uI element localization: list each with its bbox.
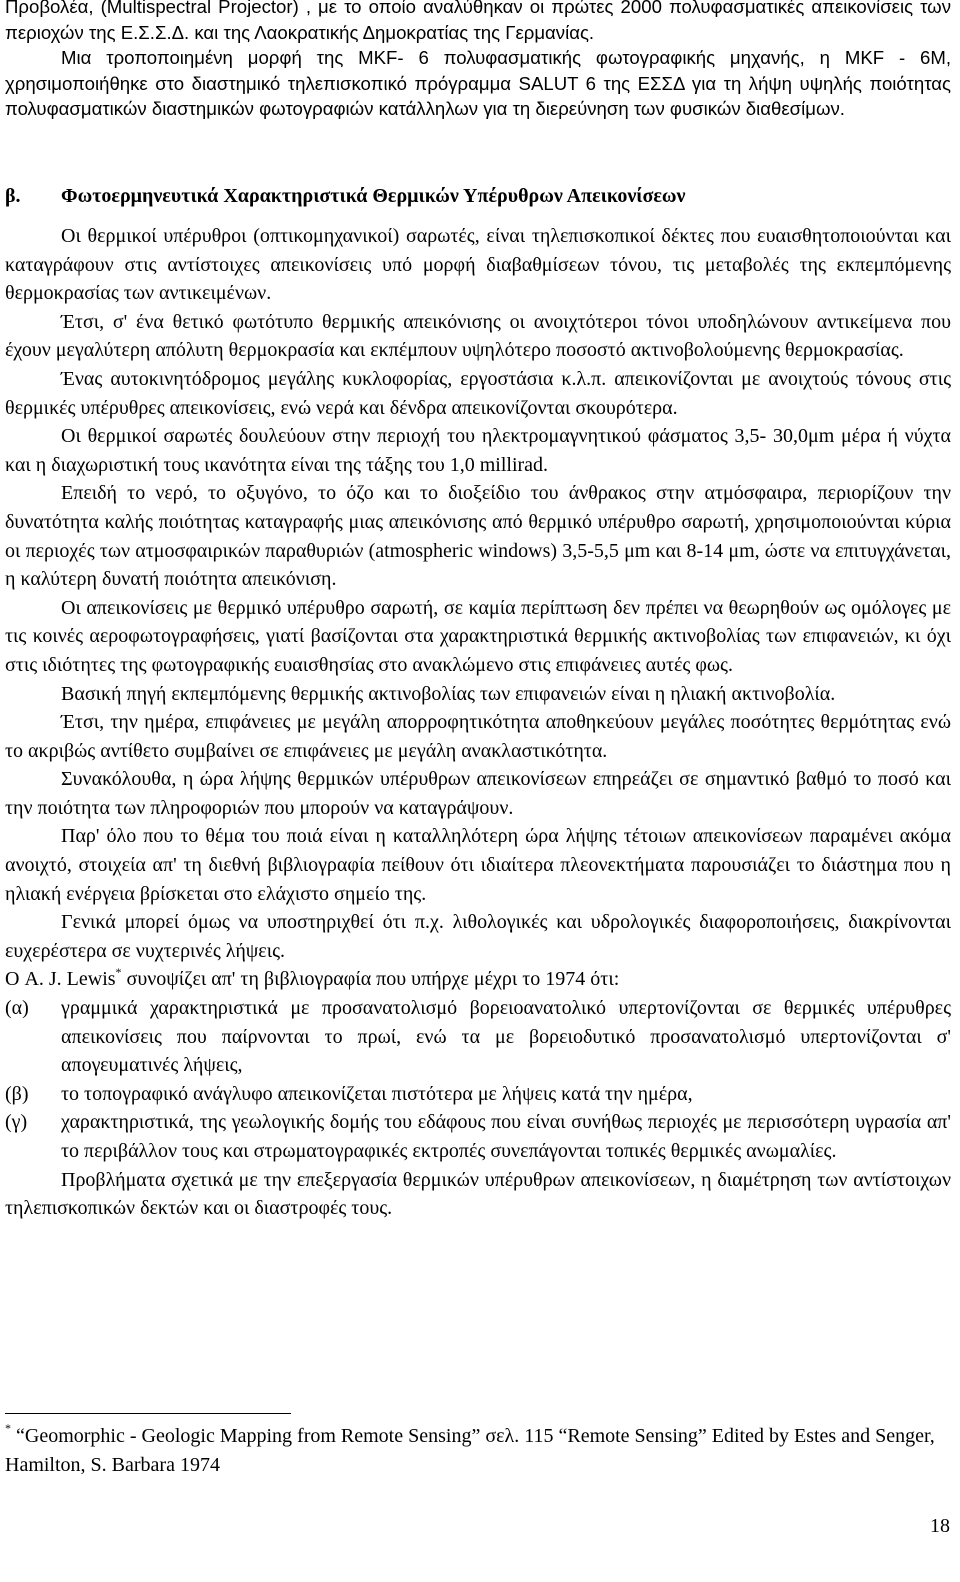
body-paragraph-4: Οι θερμικοί σαρωτές δουλεύουν στην περιοχή του ηλεκτρομαγνητικού φάσματος 3,5- 30,0μm μέρα ή νύχτα και η διαχωριστική τους ικανότητα είναι της τάξης του 1,0 millirad. — [5, 425, 951, 476]
body-paragraph-5: Επειδή το νερό, το οξυγόνο, το όζο και το διοξείδιο του άνθρακος στην ατμόσφαιρα, περιορίζουν την δυνατότητα καλής ποιότητας καταγραφής μιας απεικόνισης από θερμικό υπέρυθρο σαρωτή, χρησιμοποιούνται κύρια οι περιοχές των ατμοσφαιρικών παραθυριών (atmospheric windows) 3,5-5,5 μm και 8-14 μm, ώστε να επιτυγχάνεται, η καλύτερη δυνατή ποιότητα απεικόνιση. — [5, 482, 951, 591]
lewis-author: Ο A. J. Lewis — [5, 968, 116, 991]
lewis-citation-line — [5, 965, 951, 994]
footnote — [5, 1422, 951, 1479]
body-paragraph-10: Παρ' όλο που το θέμα του ποιά είναι η καταλληλότερη ώρα λήψης τέτοιων απεικονίσεων παραμένει ακόμα ανοιχτό, στοιχεία απ' τη διεθνή βιβλιογραφία πείθουν ότι ιδιαίτερα πλεονεκτήματα παρουσιάζει το διάστημα που η ηλιακή ενέργεια βρίσκεται στο ελάχιστο σημείο της. — [5, 825, 951, 905]
footnote-divider — [5, 1413, 291, 1414]
list-item-text: χαρακτηριστικά, της γεωλογικής δομής του εδάφους που είναι συνήθως περιοχές με περισσότερη υγρασία απ' το περιβάλλον τους και στρωματογραφικές εκτροπές συνεπάγονται τοπικές θερμικές ανωμαλίες. — [61, 1111, 951, 1162]
list-item-marker: (γ) — [5, 1111, 28, 1134]
body-paragraph-8: Έτσι, την ημέρα, επιφάνειες με μεγάλη απορροφητικότητα αποθηκεύουν μεγάλες ποσότητες θερμότητας ενώ το ακριβώς αντίθετο συμβαίνει σε επιφάνειες με μεγάλη ανακλαστικότητα. — [5, 711, 951, 762]
body-paragraph-3: Ένας αυτοκινητόδρομος μεγάλης κυκλοφορίας, εργοστάσια κ.λ.π. απεικονίζονται με ανοιχτούς τόνους στις θερμικές υπέρυθρες απεικονίσεις, ενώ νερά και δένδρα απεικονίζονται σκουρότερα. — [5, 367, 951, 419]
list-item-marker: (β) — [5, 1082, 29, 1105]
body-paragraph-1: Οι θερμικοί υπέρυθροι (οπτικομηχανικοί) σαρωτές, είναι τηλεπισκοπικοί δέκτες που ευαισθητοποιούνται και καταγράφουν στις αντίστοιχες απεικονίσεις υπό μορφή διαβαθμίσεων τόνου, τις μεταβολές της εκπεμπόμενης θερμοκρασίας των αντικειμένων. — [5, 225, 951, 305]
list-item-text: το τοπογραφικό ανάγλυφο απεικονίζεται πιστότερα με λήψεις κατά την ημέρα, — [61, 1082, 693, 1105]
section-heading — [5, 182, 951, 211]
intro-paragraph-2: Μια τροποποιημένη μορφή της MKF- 6 πολυφασματικής φωτογραφικής μηχανής, η MKF - 6M, χρησιμοποιήθηκε στο διαστημικό τηλεπισκοπικό πρόγραμμα SALUT 6 της ΕΣΣΔ για τη λήψη υψηλής ποιότητας πολυφασματικών διαστημικών φωτογραφιών κατάλληλων για τη διερεύνηση των φυσικών διαθεσίμων. — [5, 47, 951, 119]
lewis-summary-intro: συνοψίζει απ' τη βιβλιογραφία που υπήρχε μέχρι το 1974 ότι: — [121, 968, 620, 991]
list-item — [5, 994, 951, 1080]
body-paragraph-2: Έτσι, σ' ένα θετικό φωτότυπο θερμικής απεικόνισης οι ανοιχτότεροι τόνοι υποδηλώνουν αντικείμενα που έχουν μεγαλύτερη απόλυτη θερμοκρασία και εκπέμπουν υψηλότερο ποσοστό ακτινοβολούμενης θερμοκρασίας. — [5, 310, 951, 362]
body-paragraph-7: Βασική πηγή εκπεμπόμενης θερμικής ακτινοβολίας των επιφανειών είναι η ηλιακή ακτινοβολία. — [61, 682, 836, 705]
list-item-marker: (α) — [5, 997, 29, 1020]
list-item-text: γραμμικά χαρακτηριστικά με προσανατολισμό βορειοανατολικό υπερτονίζονται σε θερμικές υπέρυθρες απεικονίσεις που παίρνονται το πρωί, ενώ τα με βορειοδυτικό προσανατολισμό υπερτονίζονται σ' απογευματινές λήψεις, — [61, 997, 951, 1077]
footnote-text: “Geomorphic - Geologic Mapping from Remote Sensing” σελ. 115 “Remote Sensing” Edited by Estes and Senger, Hamilton, S. Barbara 1974 — [5, 1425, 935, 1476]
footnote-marker: * — [5, 1421, 11, 1436]
body-paragraph-6: Οι απεικονίσεις με θερμικό υπέρυθρο σαρωτή, σε καμία περίπτωση δεν πρέπει να θεωρηθούν ως ομόλογες με τις κοινές αεροφωτογραφήσεις, γιατί βασίζονται στα χαρακτηριστικά θερμικής ακτινοβολίας των επιφανειών, κι όχι στις ιδιότητες της φωτογραφικής ευαισθησίας στο ανακλώμενο στις επιφάνειες αυτές φως. — [5, 596, 951, 676]
intro-text — [5, 0, 951, 122]
section-title: Φωτοερμηνευτικά Χαρακτηριστικά Θερμικών Υπέρυθρων Απεικονίσεων — [61, 185, 686, 207]
body-paragraph-9: Συνακόλουθα, η ώρα λήψης θερμικών υπέρυθρων απεικονίσεων επηρεάζει σε σημαντικό βαθμό το ποσό και την ποιότητα των πληροφοριών που μπορούν να καταγράψουν. — [5, 768, 951, 819]
body-paragraph-12: Προβλήματα σχετικά με την επεξεργασία θερμικών υπέρυθρων απεικονίσεων, η διαμέτρηση των αντίστοιχων τηλεπισκοπικών δεκτών και οι διαστροφές τους. — [5, 1168, 951, 1220]
page-number: 18 — [930, 1515, 950, 1537]
body-paragraph-11: Γενικά μπορεί όμως να υποστηριχθεί ότι π.χ. λιθολογικές και υδρολογικές διαφοροποιήσεις, διακρίνονται ευχερέστερα σε νυχτερινές λήψεις. — [5, 911, 951, 962]
section-label: β. — [5, 185, 21, 207]
section-body — [5, 222, 951, 1223]
intro-paragraph-1: Προβολέα, (Multispectral Projector) , με το οποίο αναλύθηκαν οι πρώτες 2000 πολυφασματικές απεικονίσεις των περιοχών της Ε.Σ.Σ.Δ. και της Λαοκρατικής Δημοκρατίας της Γερμανίας. — [5, 0, 951, 43]
footnote-reference: * — [115, 964, 122, 979]
list-item — [5, 1108, 951, 1165]
list-item — [5, 1080, 951, 1109]
